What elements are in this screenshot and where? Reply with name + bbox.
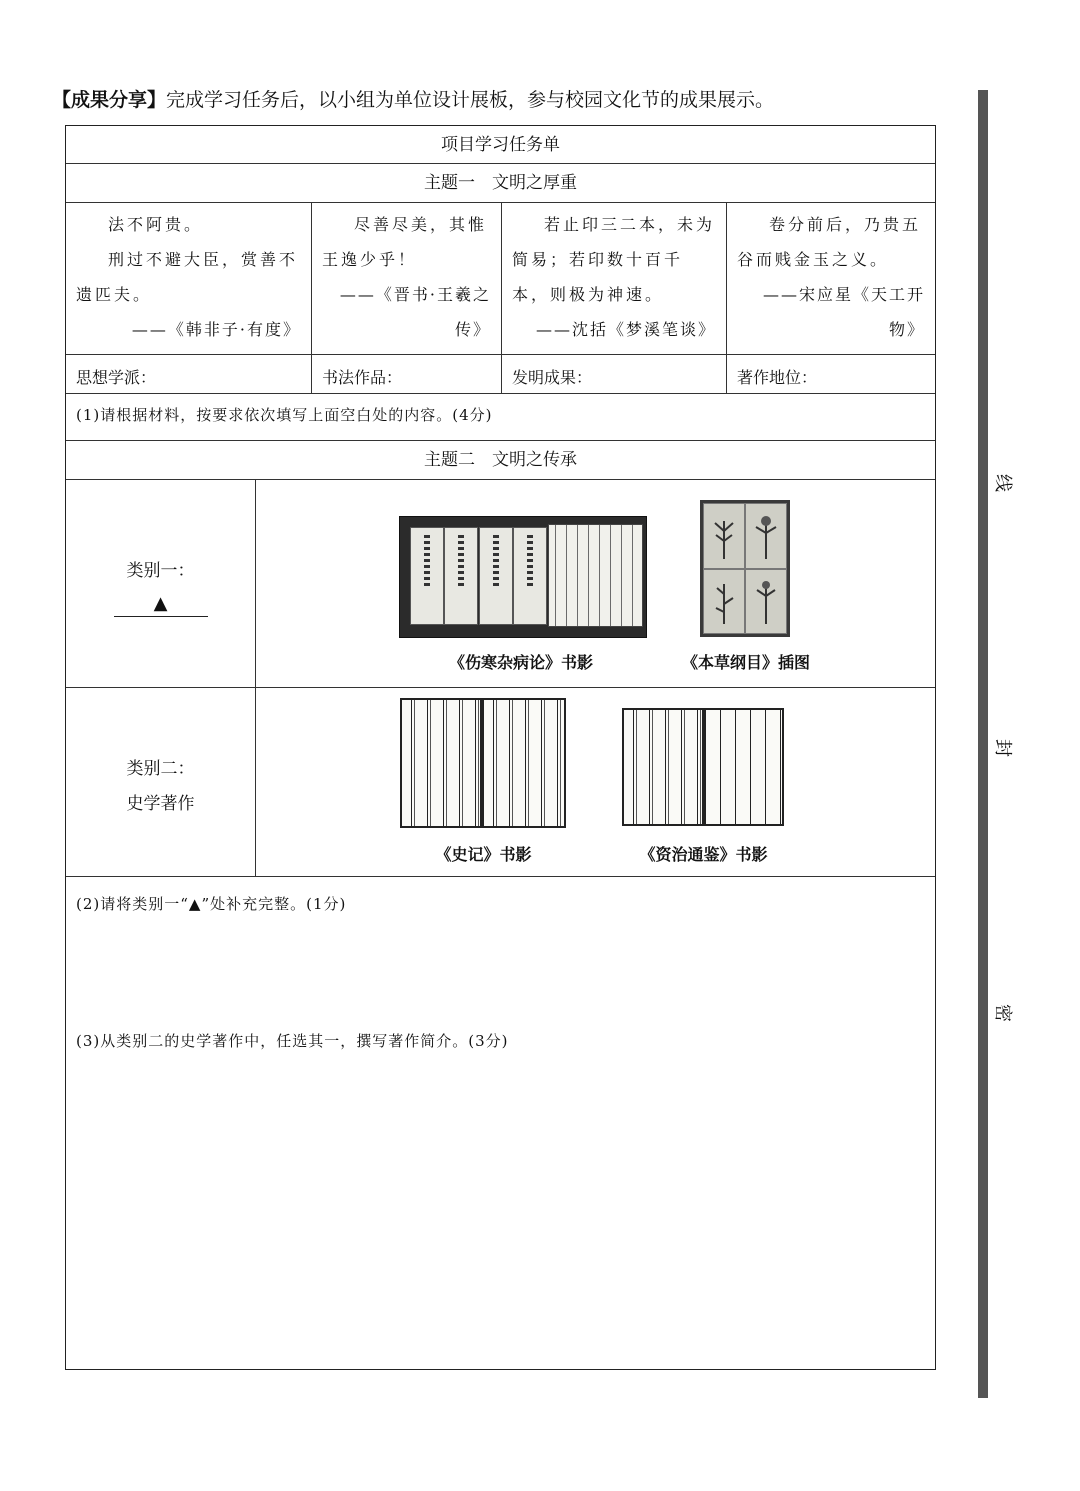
category1-blank[interactable]: ▲ bbox=[114, 593, 208, 617]
quote-source: ——宋应星《天工开物》 bbox=[762, 285, 925, 339]
binding-char-xian: 线 bbox=[992, 474, 1013, 492]
quote-jinshu: 尽善尽美，其惟王逸少乎！ ——《晋书·王羲之传》 bbox=[312, 203, 502, 354]
question-3: (3)从类别二的史学著作中，任选其一，撰写著作简介。(3分) bbox=[76, 1032, 509, 1050]
shiji-page-left bbox=[400, 698, 482, 828]
theme1-quotes-row bbox=[66, 203, 935, 355]
intro-line bbox=[52, 86, 952, 114]
binding-strip bbox=[978, 90, 988, 1398]
question-1: (1)请根据材料，按要求依次填写上面空白处的内容。(4分) bbox=[66, 394, 935, 441]
zizhi-page-left bbox=[622, 708, 704, 826]
task-sheet bbox=[65, 125, 936, 1370]
caption-bencao: 《本草纲目》插图 bbox=[681, 653, 810, 672]
caption-shanghan: 《伤寒杂病论》书影 bbox=[448, 653, 593, 672]
theme1-fields-row bbox=[66, 355, 935, 394]
category2-images bbox=[256, 688, 935, 876]
field-calligraphy[interactable]: 书法作品： bbox=[312, 355, 502, 393]
category1-label-cell bbox=[66, 480, 256, 687]
caption-zizhi: 《资治通鉴》书影 bbox=[639, 845, 768, 864]
field-status[interactable]: 著作地位： bbox=[737, 368, 818, 387]
category1-row bbox=[66, 480, 935, 688]
bencao-illustration bbox=[700, 500, 790, 637]
question-2: (2)请将类别一“▲”处补充完整。(1分) bbox=[76, 895, 347, 913]
field-school[interactable]: 思想学派： bbox=[66, 355, 312, 393]
field-invention[interactable]: 发明成果： bbox=[502, 355, 727, 393]
theme2-heading: 主题二 文明之传承 bbox=[66, 441, 935, 480]
sheet-title: 项目学习任务单 bbox=[66, 126, 935, 164]
intro-tag: 【成果分享】 bbox=[52, 89, 167, 111]
quote-mengxi: 若止印三二本，未为简易；若印数十百千本，则极为神速。 ——沈括《梦溪笔谈》 bbox=[502, 203, 727, 354]
quote-hanfeizi: 法不阿贵。 刑过不避大臣，赏善不遗匹夫。 ——《韩非子·有度》 bbox=[66, 203, 312, 354]
shanghan-book-image bbox=[399, 516, 647, 638]
zizhi-page-right bbox=[704, 708, 784, 826]
quote-source: ——《晋书·王羲之传》 bbox=[339, 285, 491, 339]
category2-value: 史学著作 bbox=[126, 794, 195, 814]
quote-tiangong: 卷分前后，乃贵五谷而贱金玉之义。 ——宋应星《天工开物》 bbox=[727, 203, 935, 354]
binding-char-feng: 封 bbox=[992, 739, 1013, 757]
category2-label-cell bbox=[66, 688, 256, 876]
quote-source: ——沈括《梦溪笔谈》 bbox=[535, 320, 716, 339]
theme1-heading: 主题一 文明之厚重 bbox=[66, 164, 935, 203]
category1-label: 类别一： bbox=[126, 561, 195, 581]
shiji-page-right bbox=[482, 698, 566, 828]
intro-text: 完成学习任务后，以小组为单位设计展板，参与校园文化节的成果展示。 bbox=[166, 89, 775, 111]
caption-shiji: 《史记》书影 bbox=[435, 845, 532, 864]
category1-images bbox=[256, 480, 935, 687]
category2-row bbox=[66, 688, 935, 877]
category2-label: 类别二： bbox=[126, 759, 195, 779]
binding-char-mi: 密 bbox=[992, 1004, 1013, 1022]
quote-source: ——《韩非子·有度》 bbox=[131, 320, 301, 339]
